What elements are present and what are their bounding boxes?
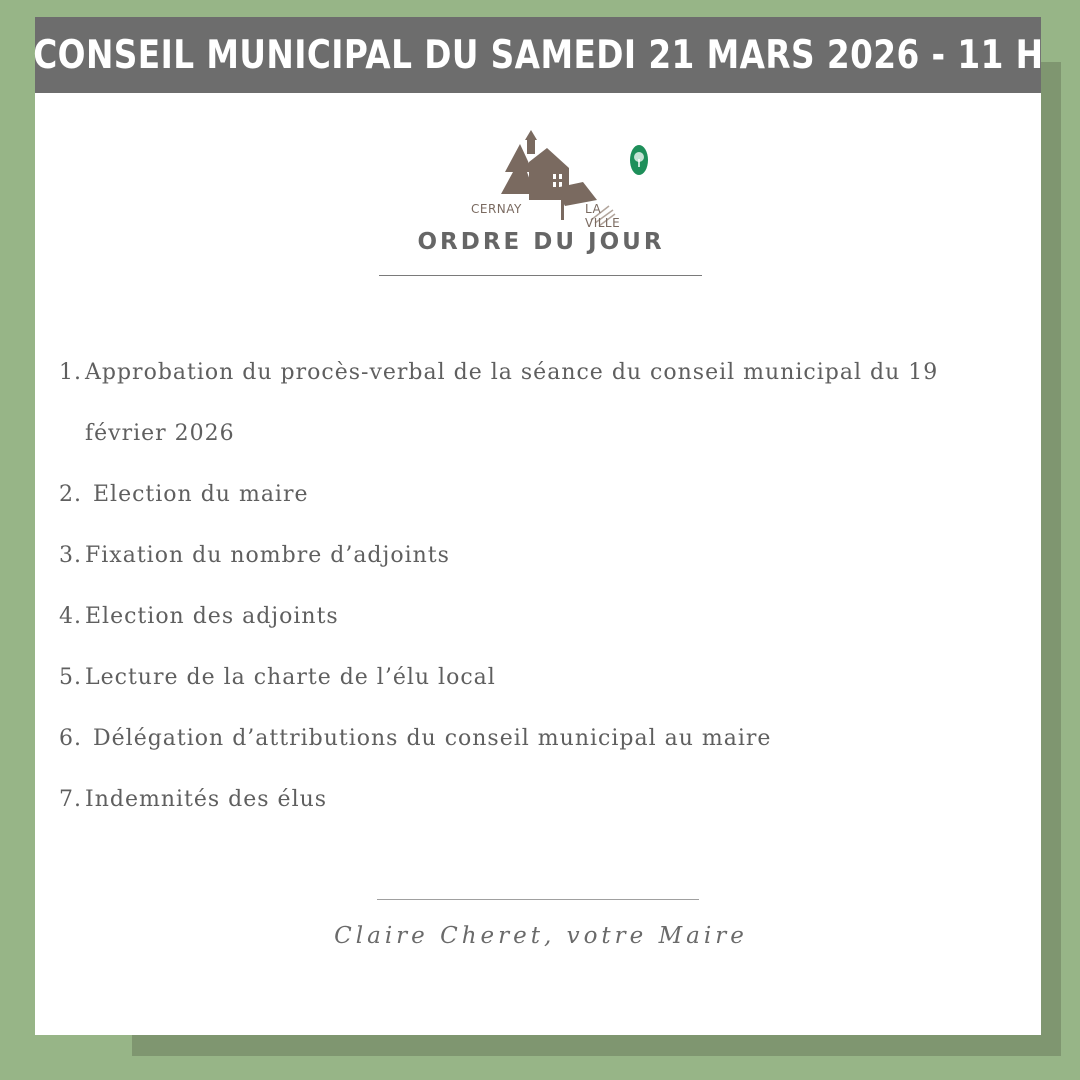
agenda-number: 4. [59,604,82,629]
list-item [59,342,1019,464]
list-item [59,708,1019,769]
list-item [59,769,1019,830]
agenda-number: 6. [59,726,82,751]
agenda-number: 1. [59,360,82,385]
tree-badge-icon [629,144,649,176]
agenda-text: Fixation du nombre d’adjoints [85,543,450,568]
agenda-list [59,342,1019,830]
section-title: ORDRE DU JOUR [417,229,665,255]
list-item [59,464,1019,525]
logo-word-la-ville: LA VILLE [585,202,621,230]
agenda-text: Lecture de la charte de l’élu local [85,665,496,690]
town-logo [465,122,625,240]
agenda-text: Election du maire [85,482,309,507]
agenda-text: Délégation d’attributions du conseil municipal au maire [85,726,772,751]
agenda-number: 2. [59,482,82,507]
agenda-text: Election des adjoints [85,604,339,629]
signature-divider [377,899,699,900]
logo-word-cernay: CERNAY [471,202,522,216]
agenda-card [32,17,1044,1035]
list-item [59,525,1019,586]
signature: Claire Cheret, votre Maire [334,923,748,949]
agenda-number: 7. [59,787,82,812]
agenda-number: 3. [59,543,82,568]
agenda-text: Indemnités des élus [85,787,328,812]
agenda-text: Approbation du procès-verbal de la séance du conseil municipal du 19 février 2026 [85,360,939,446]
title-divider [379,275,702,276]
list-item [59,647,1019,708]
page-title: CONSEIL MUNICIPAL DU SAMEDI 21 MARS 2026 - 11 H [32,32,1044,78]
list-item [59,586,1019,647]
header-band [32,17,1044,93]
agenda-number: 5. [59,665,82,690]
